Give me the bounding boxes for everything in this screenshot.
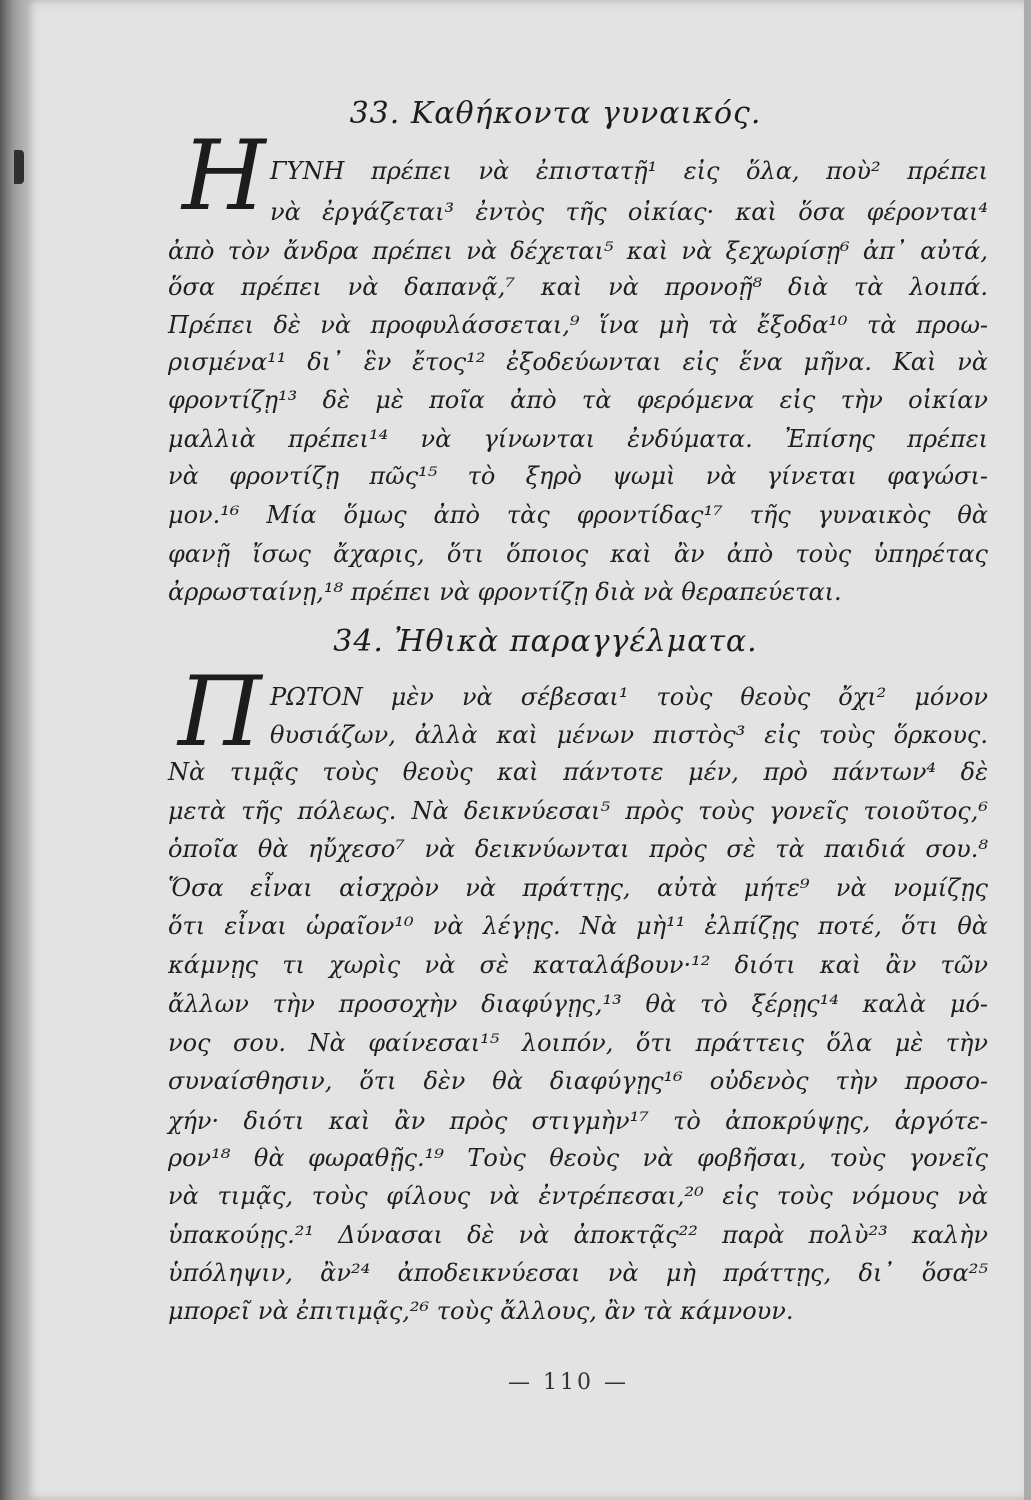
section-33-line: μαλλιὰ πρέπει¹⁴ νὰ γίνωνται ἐνδύματα. Ἐπίσης πρέπει [168,425,988,453]
section-34-dropcap: Π [178,656,262,768]
section-34-line: ΡΩΤΟΝ μὲν νὰ σέβεσαι¹ τοὺς θεοὺς ὄχι² μόνον [270,683,988,711]
section-33-line: νὰ ἐργάζεται³ ἐντὸς τῆς οἰκίας· καὶ ὅσα φέρονται⁴ [270,198,988,226]
section-34-line: συναίσθησιν, ὅτι δὲν θὰ διαφύγῃς¹⁶ οὐδενὸς τὴν προσο- [168,1067,988,1095]
section-34-line: κάμνῃς τι χωρὶς νὰ σὲ καταλάβουν·¹² διότι καὶ ἂν τῶν [168,951,988,979]
section-33-line: φροντίζῃ¹³ δὲ μὲ ποῖα ἀπὸ τὰ φερόμενα εἰς τὴν οἰκίαν [168,386,988,414]
section-34-line: μπορεῖ νὰ ἐπιτιμᾷς,²⁶ τοὺς ἄλλους, ἂν τὰ κάμνουν. [168,1297,794,1325]
section-34-line: θυσιάζων, ἀλλὰ καὶ μένων πιστὸς³ εἰς τοὺς ὅρκους. [270,721,988,749]
section-33-line: ὅσα πρέπει νὰ δαπανᾷ,⁷ καὶ νὰ προνοῇ⁸ διὰ τὰ λοιπά. [168,273,988,301]
section-33-line: φανῇ ἴσως ἄχαρις, ὅτι ὅποιος καὶ ἂν ἀπὸ τοὺς ὑπηρέτας [168,540,988,568]
section-34-line: ὑπόληψιν, ἂν²⁴ ἀποδεικνύεσαι νὰ μὴ πράττῃς, δι᾽ ὅσα²⁵ [168,1259,988,1287]
binding-edge [0,0,26,1500]
section-34-line: Ὅσα εἶναι αἰσχρὸν νὰ πράττῃς, αὐτὰ μήτε⁹ νὰ νομίζῃς [168,874,988,902]
section-33-line: μον.¹⁶ Μία ὅμως ἀπὸ τὰς φροντίδας¹⁷ τῆς γυναικὸς θὰ [168,501,988,529]
section-34-line: ὑπακούῃς.²¹ Δύνασαι δὲ νὰ ἀποκτᾷς²² παρὰ πολὺ²³ καλὴν [168,1221,988,1249]
section-33-line: ἀρρωσταίνῃ,¹⁸ πρέπει νὰ φροντίζῃ διὰ νὰ θεραπεύεται. [168,578,842,606]
section-34-line: ἄλλων τὴν προσοχὴν διαφύγῃς,¹³ θὰ τὸ ξέρῃς¹⁴ καλὰ μό- [168,990,988,1018]
page-edge-notch [14,150,24,184]
section-34-heading: 34. Ἠθικὰ παραγγέλματα. [333,624,758,659]
section-33-line: ρισμένα¹¹ δι᾽ ἓν ἔτος¹² ἐξοδεύωνται εἰς ἕνα μῆνα. Καὶ νὰ [168,348,988,376]
section-34-line: ρον¹⁸ θὰ φωραθῇς.¹⁹ Τοὺς θεοὺς νὰ φοβῆσαι, τοὺς γονεῖς [168,1144,988,1172]
section-34-line: Νὰ τιμᾷς τοὺς θεοὺς καὶ πάντοτε μέν, πρὸ πάντων⁴ δὲ [168,758,988,786]
section-33-heading: 33. Καθήκοντα γυναικός. [349,96,762,131]
section-34-line: μετὰ τῆς πόλεως. Νὰ δεικνύεσαι⁵ πρὸς τοὺς γονεῖς τοιοῦτος,⁶ [168,797,988,825]
section-33-line: νὰ φροντίζῃ πῶς¹⁵ τὸ ξηρὸ ψωμὶ νὰ γίνεται φαγώσι- [168,462,988,490]
section-33-line: ἀπὸ τὸν ἄνδρα πρέπει νὰ δέχεται⁵ καὶ νὰ ξεχωρίσῃ⁶ ἀπ᾽ αὐτά, [168,237,988,265]
section-34-line: χήν· διότι καὶ ἂν πρὸς στιγμὴν¹⁷ τὸ ἀποκρύψῃς, ἀργότε- [168,1107,988,1135]
section-34-line: ὁποῖα θὰ ηὔχεσο⁷ νὰ δεικνύωνται πρὸς σὲ τὰ παιδιά σου.⁸ [168,835,988,863]
section-34-line: ὅτι εἶναι ὡραῖον¹⁰ νὰ λέγῃς. Νὰ μὴ¹¹ ἐλπίζῃς ποτέ, ὅτι θὰ [168,912,988,940]
section-34-line: νὰ τιμᾷς, τοὺς φίλους νὰ ἐντρέπεσαι,²⁰ εἰς τοὺς νόμους νὰ [168,1182,988,1210]
section-33-line: ΓΥΝΗ πρέπει νὰ ἐπιστατῇ¹ εἰς ὅλα, ποὺ² πρέπει [270,157,988,185]
section-33-line: Πρέπει δὲ νὰ προφυλάσσεται,⁹ ἵνα μὴ τὰ ἔξοδα¹⁰ τὰ προω- [168,311,988,339]
section-33-dropcap: Η [182,120,266,232]
section-34-line: νος σου. Νὰ φαίνεσαι¹⁵ λοιπόν, ὅτι πράττεις ὅλα μὲ τὴν [168,1029,988,1057]
page-number: — 110 — [508,1370,629,1395]
